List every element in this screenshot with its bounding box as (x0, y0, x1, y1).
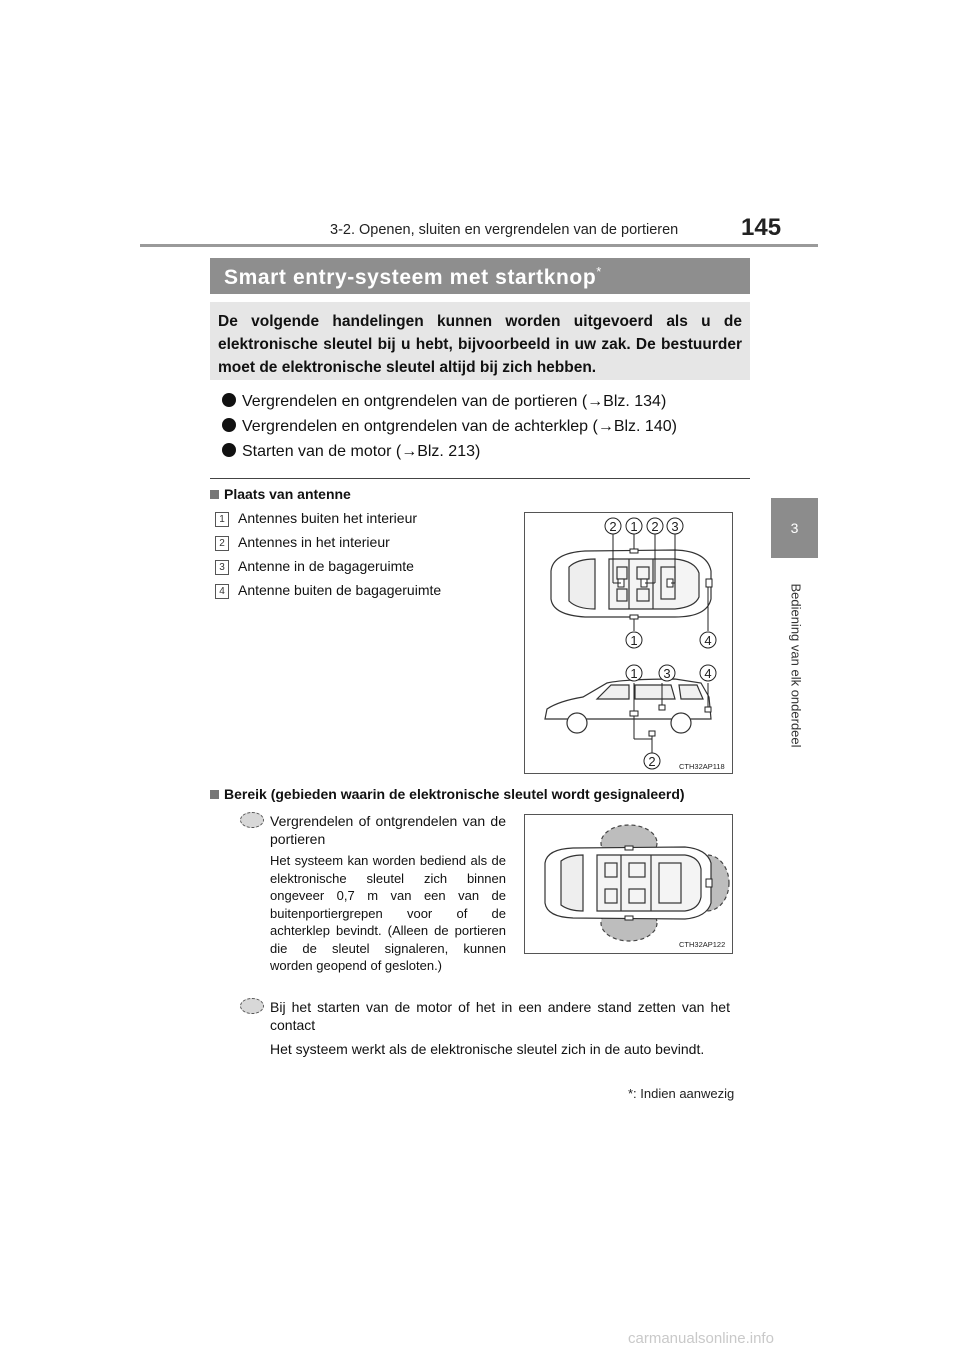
square-bullet-icon (210, 790, 219, 799)
range-diagram (525, 815, 732, 953)
item-label: Antennes buiten het interieur (238, 510, 418, 526)
antenna-item (215, 582, 441, 599)
item-label: Antennes in het interieur (238, 534, 390, 550)
bullet-item (222, 443, 480, 461)
antenna-heading-text: Plaats van antenne (224, 486, 351, 502)
bullet-text: Vergrendelen en ontgrendelen van de achterklep (→Blz. 140) (242, 418, 677, 435)
bullet-dot (222, 418, 236, 432)
car-top-view (551, 550, 711, 617)
section-title-bar (210, 258, 750, 294)
square-bullet-icon (210, 490, 219, 499)
chapter-tab: 3 (771, 498, 818, 558)
antenna-item (215, 510, 417, 527)
car-top-view (545, 847, 711, 919)
antenna-item (215, 558, 414, 575)
side-callouts (626, 665, 716, 769)
range-figure (524, 814, 733, 954)
bullet-dot (222, 393, 236, 407)
callout-label: 1 (630, 519, 638, 534)
antenna-diagram (525, 513, 732, 773)
callout-label: 2 (609, 519, 617, 534)
callout-label: 3 (671, 519, 679, 534)
range-heading-text: Bereik (gebieden waarin de elektronische sleutel wordt gesignaleerd) (224, 786, 685, 802)
figure-code: CTH32AP118 (679, 762, 725, 771)
callout-label: 4 (704, 666, 712, 681)
callout-label: 2 (651, 519, 659, 534)
callout-label: 1 (630, 666, 638, 681)
running-header: 3-2. Openen, sluiten en vergrendelen van de portieren (330, 222, 679, 238)
callout-label: 3 (663, 666, 671, 681)
bullet-text: Starten van de motor (→Blz. 213) (242, 443, 481, 460)
section-title (224, 264, 602, 290)
range-item-label: Bij het starten van de motor of het in een andere stand zetten van het contact (270, 999, 730, 1033)
bullet-item (222, 393, 666, 411)
header-rule (140, 244, 818, 247)
bullet-text: Vergrendelen en ontgrendelen van de portieren (→Blz. 134) (242, 393, 667, 410)
intro-box (210, 302, 750, 380)
bullet-dot (222, 443, 236, 457)
callout-label: 1 (630, 633, 638, 648)
item-number: 3 (215, 560, 229, 575)
item-label: Antenne in de bagageruimte (238, 558, 414, 574)
range-item-description: Het systeem werkt als de elektronische sleutel zich in de auto bevindt. (270, 1041, 705, 1057)
antenna-item (215, 534, 390, 551)
title-asterisk: * (596, 264, 602, 279)
range-item-label: Vergrendelen of ontgrendelen van de portieren (270, 813, 506, 847)
footnote: *: Indien aanwezig (628, 1086, 735, 1101)
range-heading (210, 786, 685, 802)
bullet-item (222, 418, 677, 436)
antenna-figure (524, 512, 733, 774)
section-divider (210, 478, 750, 479)
range-area-icon (240, 998, 264, 1014)
chapter-side-text: Bediening van elk onderdeel (788, 583, 804, 748)
intro-text: De volgende handelingen kunnen worden uitgevoerd als u de elektronische sleutel bij u hebt, bijvoorbeeld in uw zak. De bestuurder moet de elektronische sleutel altijd bij zich hebben. (218, 313, 742, 376)
chapter-side-label (786, 568, 806, 768)
item-number: 2 (215, 536, 229, 551)
callout-label: 2 (648, 754, 656, 769)
figure-code: CTH32AP122 (679, 940, 726, 949)
page-number: 145 (741, 214, 782, 241)
range-item-description: Het systeem kan worden bediend als de elektronische sleutel zich binnen ongeveer 0,7 m van een van de buitenportiergrepen voor of de achterklep bevindt. (Alleen de portieren die de sleutel signaleren, kunnen worden geopend of gesloten.) (270, 853, 506, 973)
range-area-icon (240, 812, 264, 828)
watermark: carmanualsonline.info (628, 1330, 774, 1347)
item-label: Antenne buiten de bagageruimte (238, 582, 442, 598)
item-number: 4 (215, 584, 229, 599)
car-side-view (545, 679, 711, 733)
item-number: 1 (215, 512, 229, 527)
callout-label: 4 (704, 633, 712, 648)
antenna-heading (210, 486, 351, 502)
section-title-text: Smart entry-systeem met startknop (224, 266, 597, 289)
